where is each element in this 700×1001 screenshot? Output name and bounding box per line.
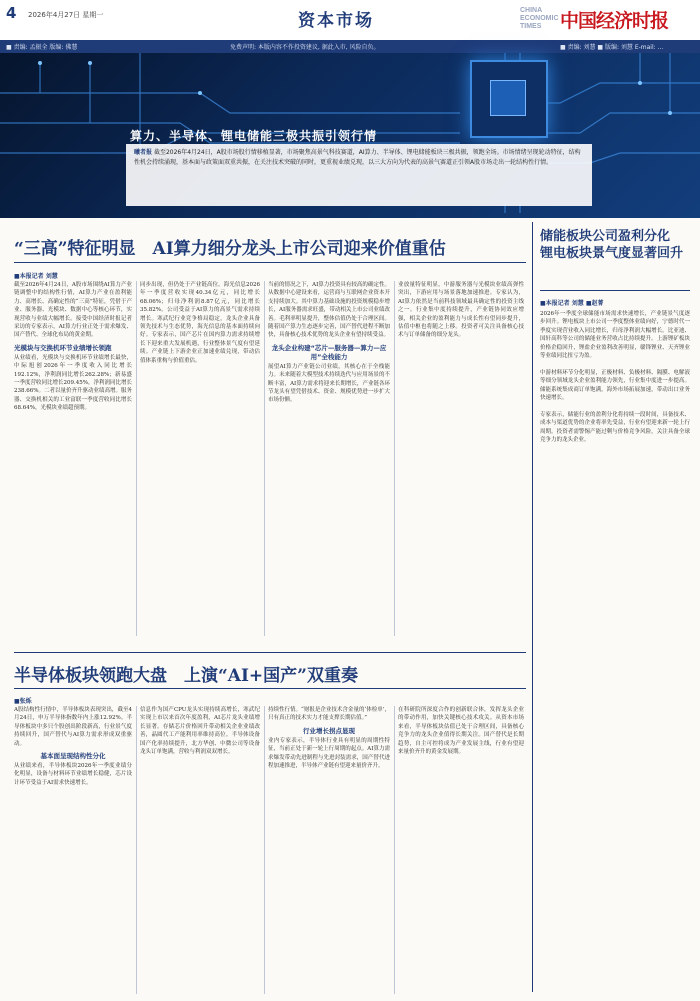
- subheading: 龙头企业构建“芯片—服务器—算力—应用”全栈能力: [271, 343, 387, 361]
- subheading: 光模块与交换机环节业绩增长领跑: [14, 343, 112, 352]
- byline: ■张烁: [14, 698, 32, 705]
- contact-credits: ■ 责编: 刘慧 ■ 版编: 刘慧 E-mail: ...: [560, 44, 664, 51]
- issue-date: 2026年4月27日 星期一: [28, 11, 104, 19]
- article-column: [398, 706, 524, 994]
- chip-core: [490, 80, 526, 116]
- headline-energy-storage: 储能板块公司盈利分化 锂电板块景气度显著回升: [540, 229, 684, 261]
- paragraph: 同步出现，但仍处于产业链高位。海光信息2026年一季度营收实现40.34亿元，同比增长68.06%；归母净利润8.87亿元，同比增长35.82%。公司受益于AI算力的高景气需求持续增长。寒武纪行业竞争格局稳定，龙头企业具备领先技术与生态优势，海光信息的基本面持续向好。专家表示，国产芯片在国内算力需求持续增长下迎来重大发展机遇，行业整体景气度有望延续。产业链上下游企业正加速业绩兑现，带动估值体系重构与价值重估。: [140, 282, 260, 364]
- article-column: [14, 281, 132, 636]
- paragraph: 业放量特征明显，中游服务器与光模块业绩高弹性突出，下游应用与场景落地加速推进。专家认为，AI算力依然是当前科技领域最具确定性的投资主线之一。行业集中度持续提升，产业链协同效应增强，相关企业的盈利能力与成长性有望同步提升，估值中枢也将随之上移。投资者可关注具备核心技术与订单储备的细分龙头。: [398, 282, 524, 339]
- paragraph: 信息作为国产CPU龙头实现持续高增长，寒武纪实现上市以来首次年度盈利，AI芯片龙头业绩增长显著。存储芯片价格回升带动相关企业业绩改善，晶圆代工产能利用率维持高位。半导体设备国产化率持续提升，北方华创、中微公司等设备龙头订单饱满，营收与利润双双增长。: [140, 707, 260, 756]
- disclaimer: 免费声明: 本版内容不作投资建议, 据此入市, 风险自负。: [230, 44, 380, 51]
- headline-ai-compute: “三高”特征明显 AI算力细分龙头上市公司迎来价值重估: [14, 239, 446, 259]
- banner-title: 算力、半导体、锂电储能三极共振引领行情: [130, 129, 378, 143]
- paragraph: 中游材料环节分化明显，正极材料、负极材料、隔膜、电解液等细分领域龙头企业盈利能力领先，行业集中度进一步提高。储能系统集成商订单饱满，海外市场拓展加速，带动出口业务快速增长。: [540, 369, 690, 402]
- lead-paragraph: [126, 144, 592, 206]
- section-divider: [532, 222, 533, 992]
- brand-english: CHINA ECONOMIC TIMES: [520, 7, 559, 30]
- paragraph: 从业绩看，光模块与交换机环节业绩增长最快，中际旭创2026年一季度收入同比增长192.12%，净利润同比增长262.28%；新易盛一季度营收同比增长209.45%，净利润同比增长238.66%。二者以量价齐升驱动业绩高增。服务器、交换机相关的工业富联一季度营收同比增长68.64%，光模块业绩超预期。: [14, 354, 132, 412]
- lead-author: 曦者报: [134, 149, 153, 156]
- byline: ■本报记者 刘慧: [14, 273, 58, 280]
- paragraph: 业内专家表示，半导体行业具有明显的周期性特征，当前正处于新一轮上行周期的起点。AI算力需求爆发带动先进制程与先进封装需求，国产替代进程加速推进，半导体产业链有望迎来量价齐升。: [268, 737, 390, 770]
- column-divider: [394, 281, 395, 636]
- column-divider: [136, 706, 137, 994]
- article-column: [268, 706, 390, 994]
- lead-text: 截至2026年4月24日，A股市场股行情移植显著，市场聚焦高景气科技赛道，AI算力、半导体、锂电储能板块三极共振，领跑全场。市场情绪呈现轮动特征，结构性机会持续涌现，基本面与政策面双重共振，在关注技术突破的同时，更重视业绩兑现，以三大方向为代表的高景气赛道正引领A股市场走出一轮结构性行情。: [134, 149, 581, 166]
- paragraph: 在科研院所深度合作的创新联合体，发挥龙头企业的带动作用，加快关键核心技术攻关。从资本市场来看，半导体板块估值已处于合理区间，具备核心竞争力的龙头企业值得长期关注。国产替代是长期趋势，自主可控将成为产业发展主线，行业有望迎来量价齐升的黄金发展期。: [398, 707, 524, 756]
- paragraph: 当前的情况之下，AI算力投资具有较高的确定性。从数据中心建设来看，运营商与互联网企业资本开支持续加大。其中算力基础设施的投资规模稳步增长，AI服务器需求旺盛，带动相关上市公司业绩改善。毛利率明显提升，整体估值仍处于合理区间。随着国产算力生态逐步完善，国产替代进程不断加快，具备核心技术优势的龙头企业有望持续受益。: [268, 282, 390, 339]
- paragraph: 从业绩来看，半导体板块2026年一季度业绩分化明显，设备与材料环节业绩增长稳健，芯片设计环节受益于AI需求快速增长。: [14, 763, 132, 786]
- column-divider: [264, 706, 265, 994]
- paragraph: 专家表示，储能行业的盈利分化将持续一段时间，具备技术、成本与渠道优势的企业将率先受益，行业有望迎来新一轮上行周期。投资者需警惕产能过剩与价格竞争风险，关注具备全球竞争力的龙头企业。: [540, 411, 690, 444]
- divider: [540, 290, 690, 291]
- article-column: [398, 281, 524, 636]
- page-number: 4: [6, 4, 17, 22]
- article-column: [540, 310, 690, 990]
- column-divider: [136, 281, 137, 636]
- paragraph: 持续性行情。“财报是企业技术含金量的‘体检单’，只有真正的技术实力才能支撑长期估值。”: [268, 707, 390, 722]
- section-title: 资本市场: [298, 11, 374, 31]
- subheading: 行业增长拐点显现: [303, 726, 355, 735]
- paragraph: 展望AI算力产业链公司业绩，其核心在于全栈能力。未来随着大模型技术持续迭代与应用场景的不断丰富，AI算力需求将迎来长期增长，产业链各环节龙头有望凭借技术、资金、规模优势进一步扩大市场份额。: [268, 363, 390, 404]
- paragraph: 截至2026年4月24日，A股市场围绕AI算力产业链调整中的结构性行情，AI算力产业在盈利能力、高增长、高确定性的“三高”特征，凭借于产业、服务器、光模块、数据中心等核心环节，实现营收与业绩大幅增长。接受中国经济时报记者采访的专家表示，AI算力行业正处于需求爆发、国产替代、全球化布局的黄金期。: [14, 282, 132, 339]
- divider: [14, 688, 526, 689]
- paragraph: 2026年一季度全球储能市场需求快速增长，产业链景气度逐步回升。锂电板块上市公司一季度整体业绩向好，宁德时代一季度实现营业收入同比增长，归母净利润大幅增长。比亚迪、国轩高科等公司的储能业务营收占比持续提升。上游锂矿板块价格企稳回升，锂盐企业盈利改善明显，赣锋锂业、天齐锂业等业绩同比扭亏为盈。: [540, 311, 690, 360]
- article-column: [140, 281, 260, 636]
- headline-semiconductor: 半导体板块领跑大盘 上演“AI+国产”双重奏: [14, 666, 358, 686]
- column-divider: [394, 706, 395, 994]
- column-divider: [264, 281, 265, 636]
- credits-bar: [0, 40, 700, 53]
- article-column: [268, 281, 390, 636]
- newspaper-logo: 中国经济时报: [560, 10, 669, 32]
- editor-credits: ■ 责编: 孟振全 版编: 佛慧: [6, 44, 78, 51]
- article-column: [140, 706, 260, 994]
- divider: [14, 262, 526, 263]
- byline: ■本报记者 刘慧 ■赵菁: [540, 300, 604, 307]
- subheading: 基本面呈现结构性分化: [40, 752, 106, 761]
- article-column: [14, 706, 132, 994]
- divider: [14, 652, 526, 653]
- paragraph: A股结构性行情中，半导体板块表现突出，截至4月24日，申万半导体指数年内上涨12.92%。半导体板块中多只个股创出阶段新高，行业景气度持续回升，国产替代与AI算力需求形成双重驱动。: [14, 707, 132, 747]
